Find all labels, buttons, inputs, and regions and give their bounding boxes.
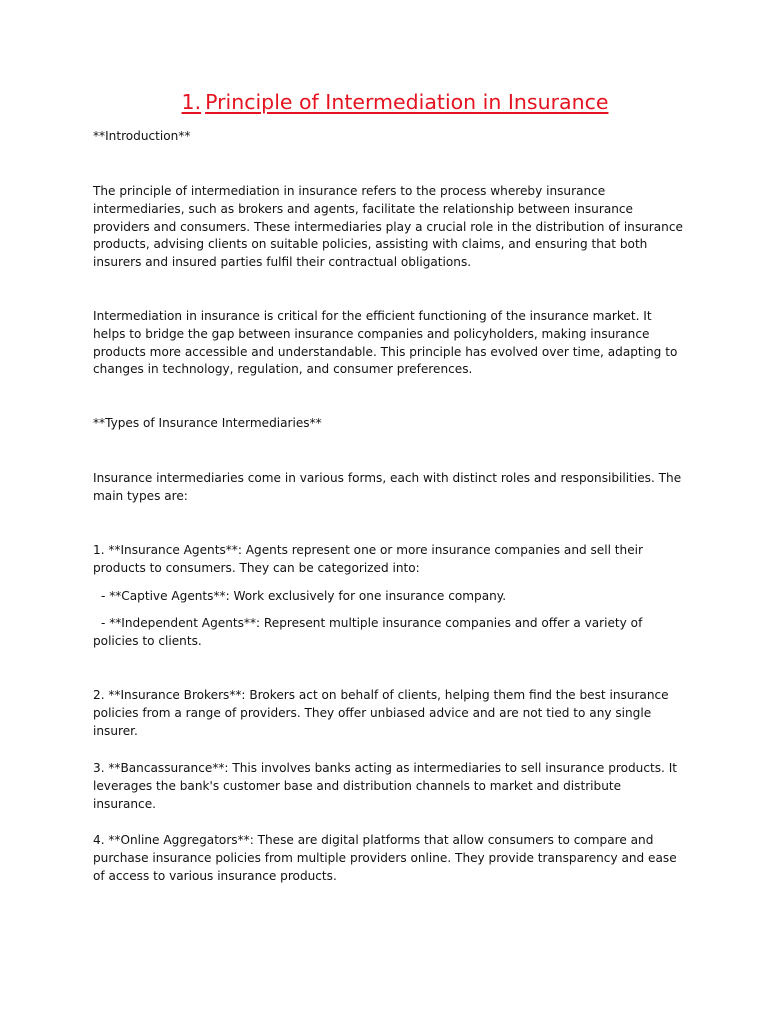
types-intro: Insurance intermediaries come in various forms, each with distinct roles and responsibilities. The main types are: (93, 471, 682, 503)
page-title (0, 88, 768, 116)
types-heading: **Types of Insurance Intermediaries** (93, 416, 322, 430)
list-item-insurance-brokers: 2. **Insurance Brokers**: Brokers act on behalf of clients, helping them find the best insurance policies from a range of providers. They offer unbiased advice and are not tied to any single insurer. (93, 688, 669, 738)
list-item-insurance-agents: 1. **Insurance Agents**: Agents represent one or more insurance companies and sell their products to consumers. They can be categorized into: (93, 543, 643, 575)
introduction-heading: **Introduction** (93, 129, 191, 143)
intro-paragraph-2: Intermediation in insurance is critical for the efficient functioning of the insurance market. It helps to bridge the gap between insurance companies and policyholders, making insurance products more accessible and understandable. This principle has evolved over time, adapting to changes in technology, regulation, and consumer preferences. (93, 309, 678, 377)
intro-paragraph-1: The principle of intermediation in insurance refers to the process whereby insurance intermediaries, such as brokers and agents, facilitate the relationship between insurance providers and consumers. These intermediaries play a crucial role in the distribution of insurance products, advising clients on suitable policies, assisting with claims, and ensuring that both insurers and insured parties fulfil their contractual obligations. (93, 184, 683, 270)
list-item-online-aggregators: 4. **Online Aggregators**: These are digital platforms that allow consumers to compare and purchase insurance policies from multiple providers online. They provide transparency and ease of access to various insurance products. (93, 833, 677, 883)
title-text: Principle of Intermediation in Insurance (205, 90, 609, 114)
list-subitem-independent-agents: - **Independent Agents**: Represent multiple insurance companies and offer a variety of policies to clients. (93, 616, 643, 648)
list-item-bancassurance: 3. **Bancassurance**: This involves banks acting as intermediaries to sell insurance products. It leverages the bank's customer base and distribution channels to market and distribute insurance. (93, 761, 678, 811)
title-number: 1. (181, 90, 202, 114)
list-subitem-captive-agents: - **Captive Agents**: Work exclusively for one insurance company. (101, 589, 507, 603)
